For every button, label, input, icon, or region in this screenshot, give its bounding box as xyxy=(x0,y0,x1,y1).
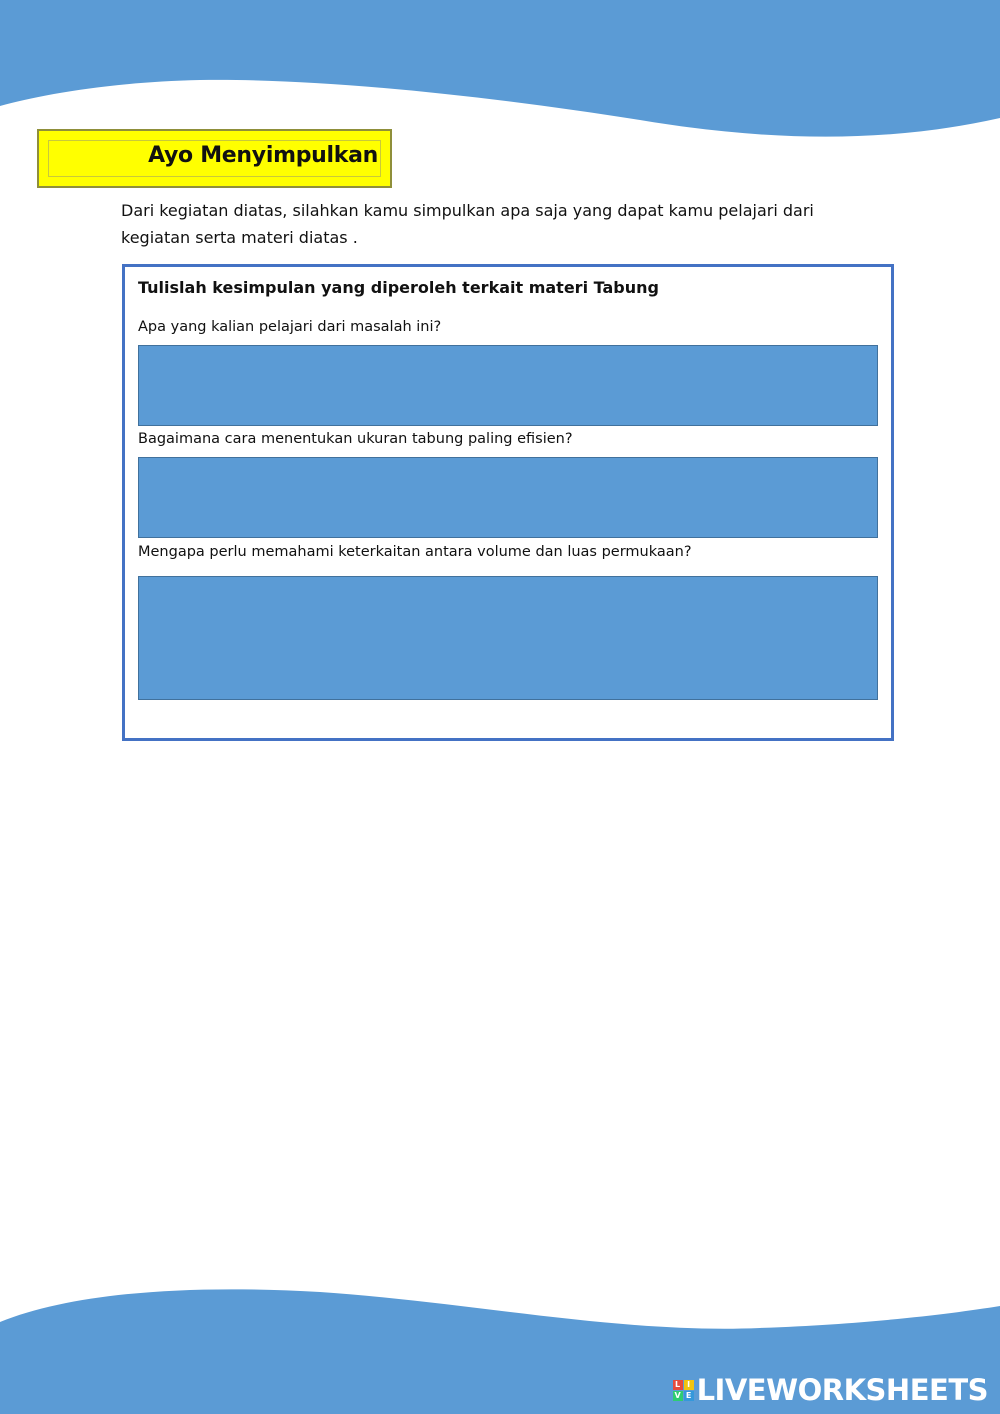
brand-name: LIVEWORKSHEETS xyxy=(696,1373,988,1407)
section-title: Ayo Menyimpulkan xyxy=(148,143,378,168)
answer-field-2[interactable] xyxy=(138,457,878,538)
answer-field-1[interactable] xyxy=(138,345,878,426)
logo-letter-e: E xyxy=(684,1391,694,1401)
question-2: Bagaimana cara menentukan ukuran tabung paling efisien? xyxy=(138,431,573,447)
question-3: Mengapa perlu memahami keterkaitan antara volume dan luas permukaan? xyxy=(138,544,692,560)
intro-paragraph xyxy=(121,197,861,251)
section-title-box xyxy=(37,129,392,188)
panel-heading: Tulislah kesimpulan yang diperoleh terkait materi Tabung xyxy=(138,278,659,297)
conclusion-panel xyxy=(122,264,894,741)
liveworksheets-logo-icon xyxy=(673,1380,694,1401)
logo-letter-i: I xyxy=(684,1380,694,1390)
intro-line-1: Dari kegiatan diatas, silahkan kamu simpulkan apa saja yang dapat kamu pelajari dari xyxy=(121,201,814,220)
liveworksheets-brand[interactable] xyxy=(673,1372,988,1408)
intro-line-2: kegiatan serta materi diatas . xyxy=(121,228,358,247)
logo-letter-v: V xyxy=(674,1390,681,1400)
question-1: Apa yang kalian pelajari dari masalah ini? xyxy=(138,319,442,335)
top-wave-decoration xyxy=(0,0,1000,140)
logo-letter-l: L xyxy=(673,1380,683,1390)
answer-field-3[interactable] xyxy=(138,576,878,700)
